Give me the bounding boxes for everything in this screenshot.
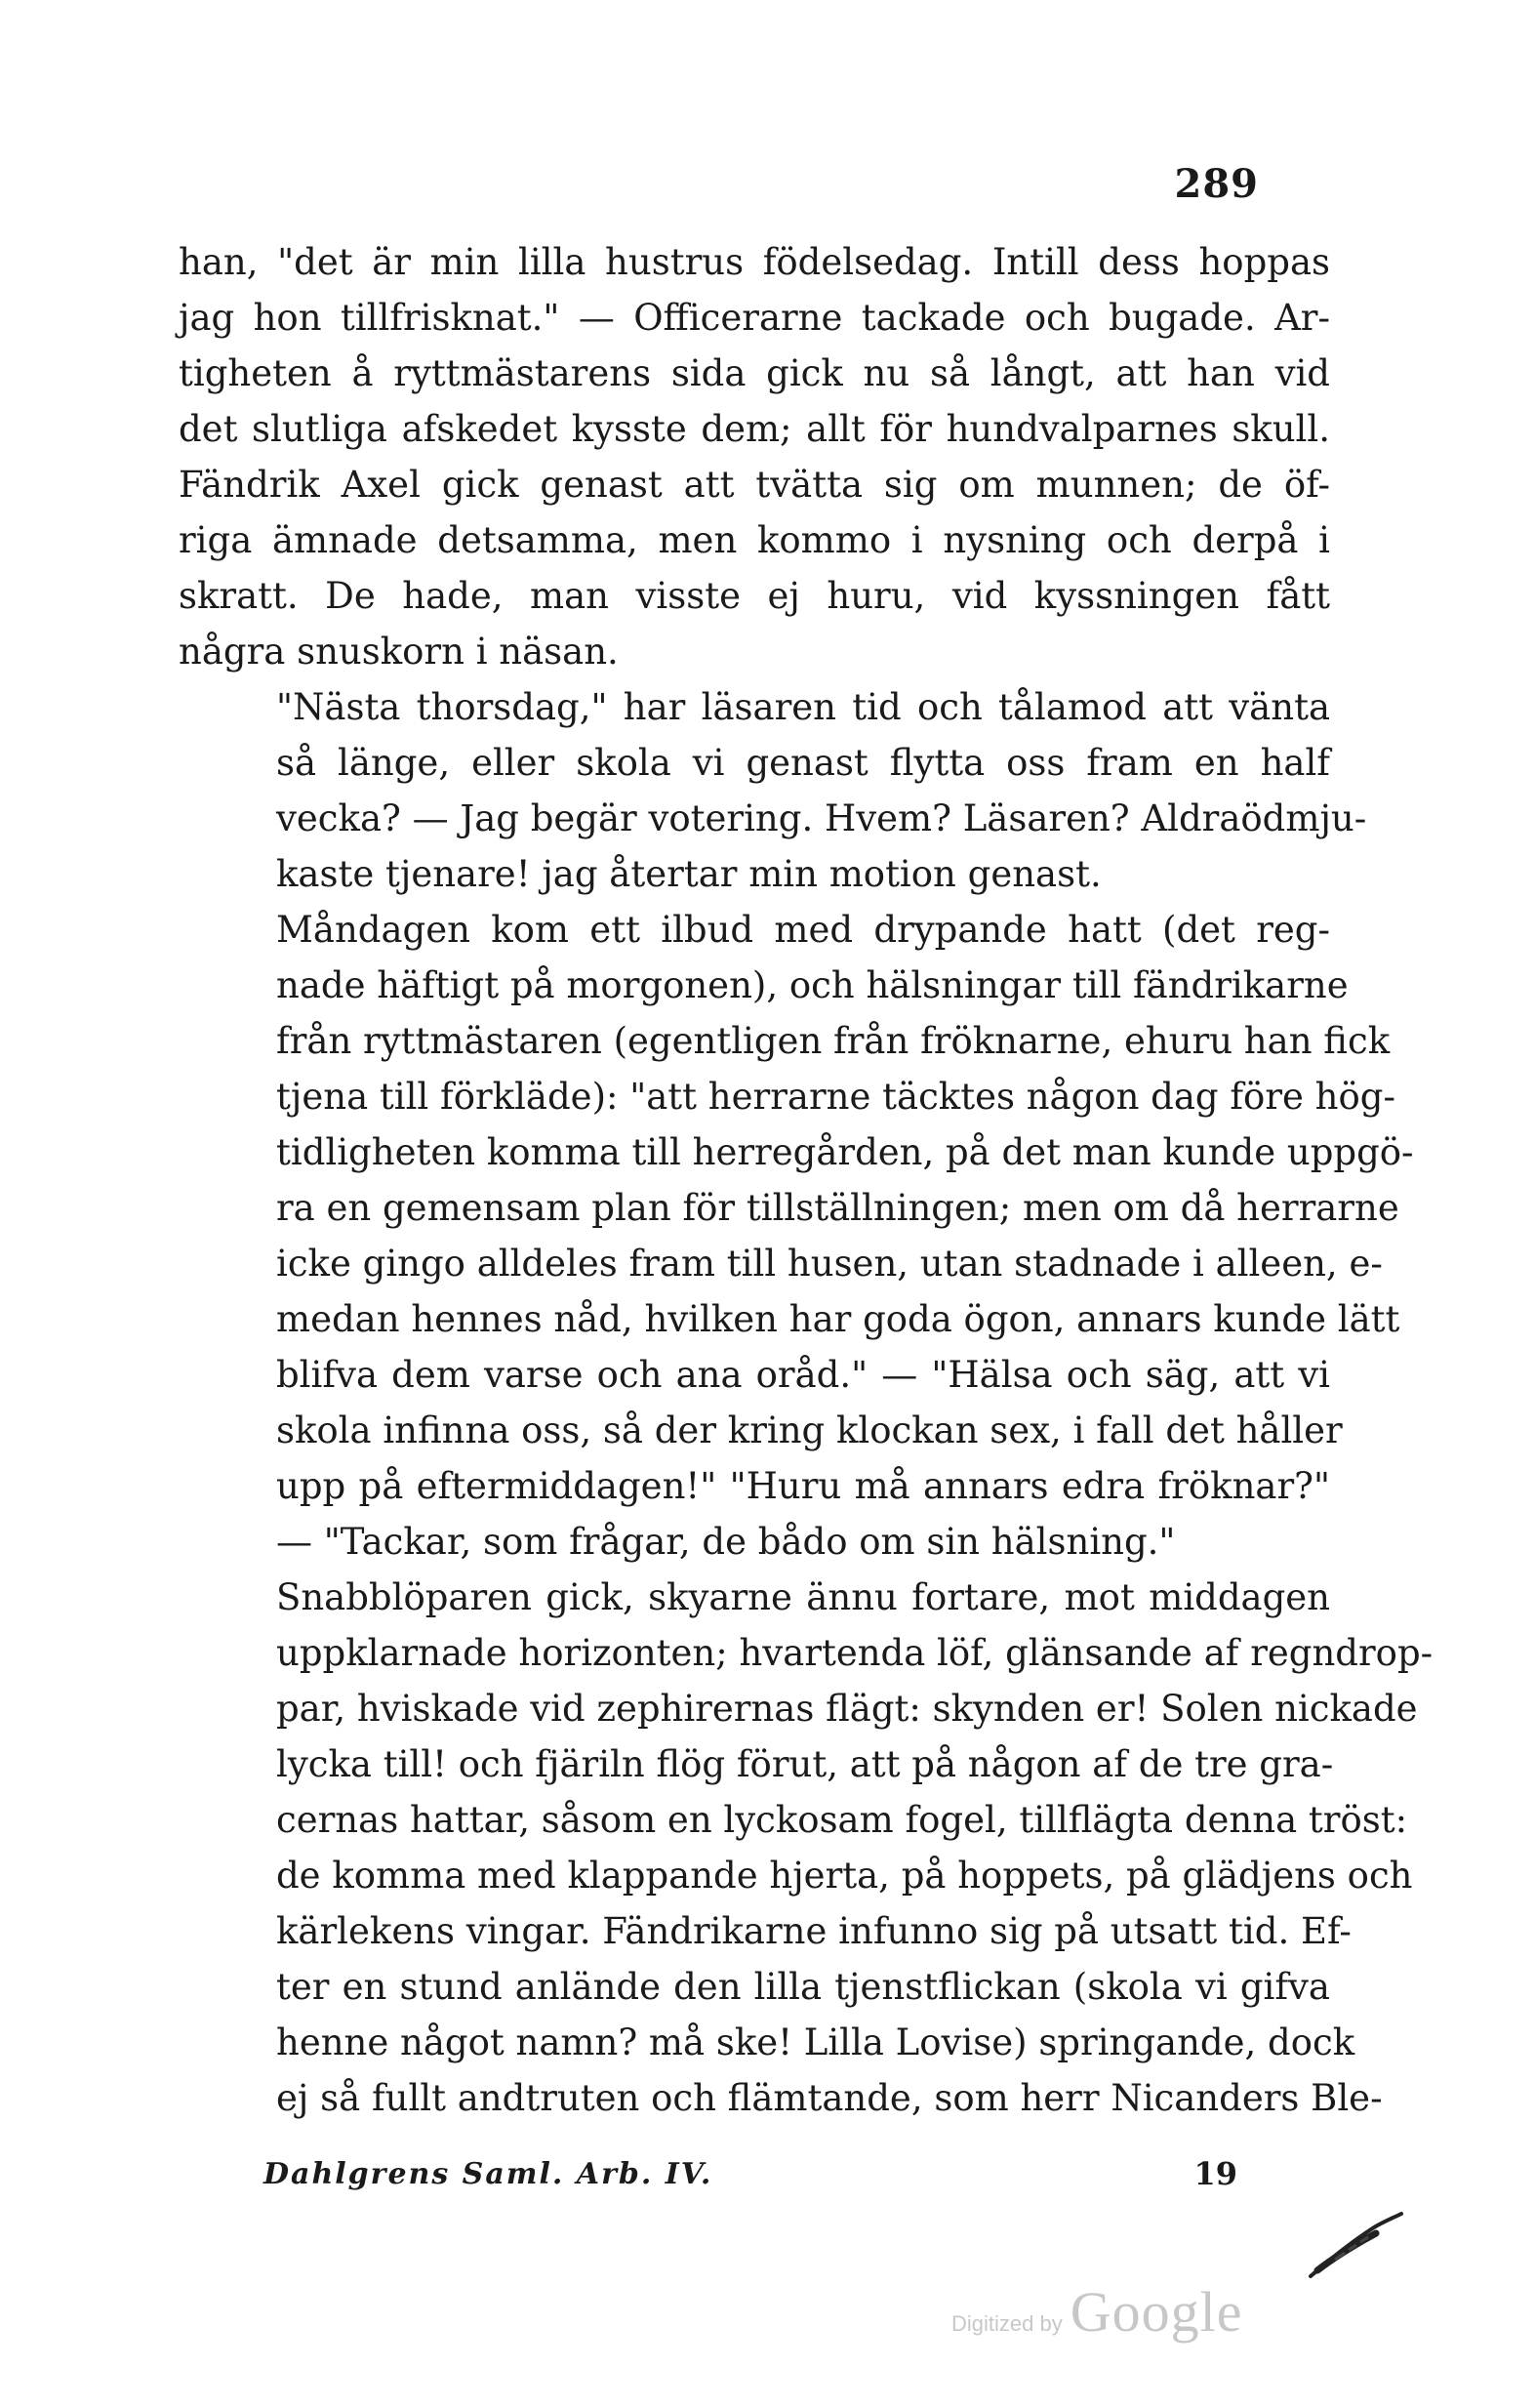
text-line: nade häftigt på morgonen), och hälsningar till fändrikarne [276, 964, 1349, 1006]
text-line: skola infinna oss, så der kring klockan sex, i fall det håller [276, 1409, 1343, 1451]
text-line: han, "det är min lilla hustrus födelsedag. Intill dess hoppas [179, 241, 1330, 283]
paragraph-1 [179, 234, 1330, 679]
paragraph-4 [179, 1570, 1434, 2126]
page-number: 289 [1174, 161, 1259, 207]
text-line: Snabblöparen gick, skyarne ännu fortare, mot middagen [276, 1576, 1330, 1618]
text-line: blifva dem varse och ana oråd." — "Hälsa och säg, att vi [276, 1354, 1330, 1396]
text-line: par, hviskade vid zephirernas flägt: skynden er! Solen nickade [276, 1688, 1418, 1730]
text-line: jag hon tillfrisknat." — Officerarne tackade och bugade. Ar- [179, 297, 1330, 339]
signature-number: 19 [1193, 2155, 1237, 2192]
text-line: ra en gemensam plan för tillställningen; men om då herrarne [276, 1187, 1399, 1229]
text-line: kärlekens vingar. Fändrikarne infunno sig på utsatt tid. Ef- [276, 1910, 1352, 1952]
google-logo: Google [1070, 2280, 1243, 2344]
text-line: ej så fullt andtruten och flämtande, som herr Nicanders Ble- [276, 2077, 1383, 2119]
text-line: lycka till! och fjäriln flög förut, att på någon af de tre gra- [276, 1743, 1334, 1785]
text-line: de komma med klappande hjerta, på hoppets, på glädjens och [276, 1855, 1413, 1897]
text-line: från ryttmästaren (egentligen från fröknarne, ehuru han fick [276, 1020, 1391, 1062]
text-line: Måndagen kom ett ilbud med drypande hatt (det reg- [276, 909, 1330, 951]
body-text [179, 234, 1434, 2126]
text-line: kaste tjenare! jag återtar min motion genast. [276, 853, 1102, 895]
text-line: tigheten å ryttmästarens sida gick nu så långt, att han vid [179, 352, 1330, 394]
text-line: Fändrik Axel gick genast att tvätta sig om munnen; de öf- [179, 464, 1330, 506]
text-line: "Nästa thorsdag," har läsaren tid och tålamod att vänta [276, 686, 1330, 728]
text-line: icke gingo alldeles fram till husen, utan stadnade i alleen, e- [276, 1243, 1383, 1285]
text-line: det slutliga afskedet kysste dem; allt för hundvalparnes skull. [179, 408, 1330, 450]
printer-signature: Dahlgrens Saml. Arb. IV. [263, 2157, 713, 2191]
text-line: uppklarnade horizonten; hvartenda löf, glänsande af regndrop- [276, 1632, 1434, 1674]
text-line: — "Tackar, som frågar, de bådo om sin hälsning." [276, 1521, 1176, 1563]
paragraph-2 [179, 679, 1367, 902]
paragraph-3 [179, 902, 1414, 1570]
text-line: ter en stund anlände den lilla tjenstflickan (skola vi gifva [276, 1966, 1330, 2008]
text-line: tidligheten komma till herregården, på det man kunde uppgö- [276, 1131, 1414, 1173]
ink-stroke-icon [1306, 2206, 1403, 2284]
text-line: medan hennes nåd, hvilken har goda ögon, annars kunde lätt [276, 1298, 1400, 1340]
text-line: så länge, eller skola vi genast flytta oss fram en half [276, 742, 1330, 784]
text-line: cernas hattar, såsom en lyckosam fogel, tillflägta denna tröst: [276, 1799, 1408, 1841]
text-line: upp på eftermiddagen!" "Huru må annars edra fröknar?" [276, 1465, 1330, 1507]
text-line: vecka? — Jag begär votering. Hvem? Läsaren? Aldraödmju- [276, 797, 1367, 839]
text-line: tjena till förkläde): "att herrarne täcktes någon dag före hög- [276, 1076, 1395, 1118]
text-line: riga ämnade detsamma, men kommo i nysning och derpå i [179, 519, 1330, 561]
text-line: några snuskorn i näsan. [179, 631, 619, 673]
text-line: henne något namn? må ske! Lilla Lovise) springande, dock [276, 2021, 1355, 2063]
text-line: skratt. De hade, man visste ej huru, vid kyssningen fått [179, 575, 1330, 617]
digitized-watermark [951, 2279, 1242, 2345]
watermark-prefix: Digitized by [951, 2311, 1063, 2336]
